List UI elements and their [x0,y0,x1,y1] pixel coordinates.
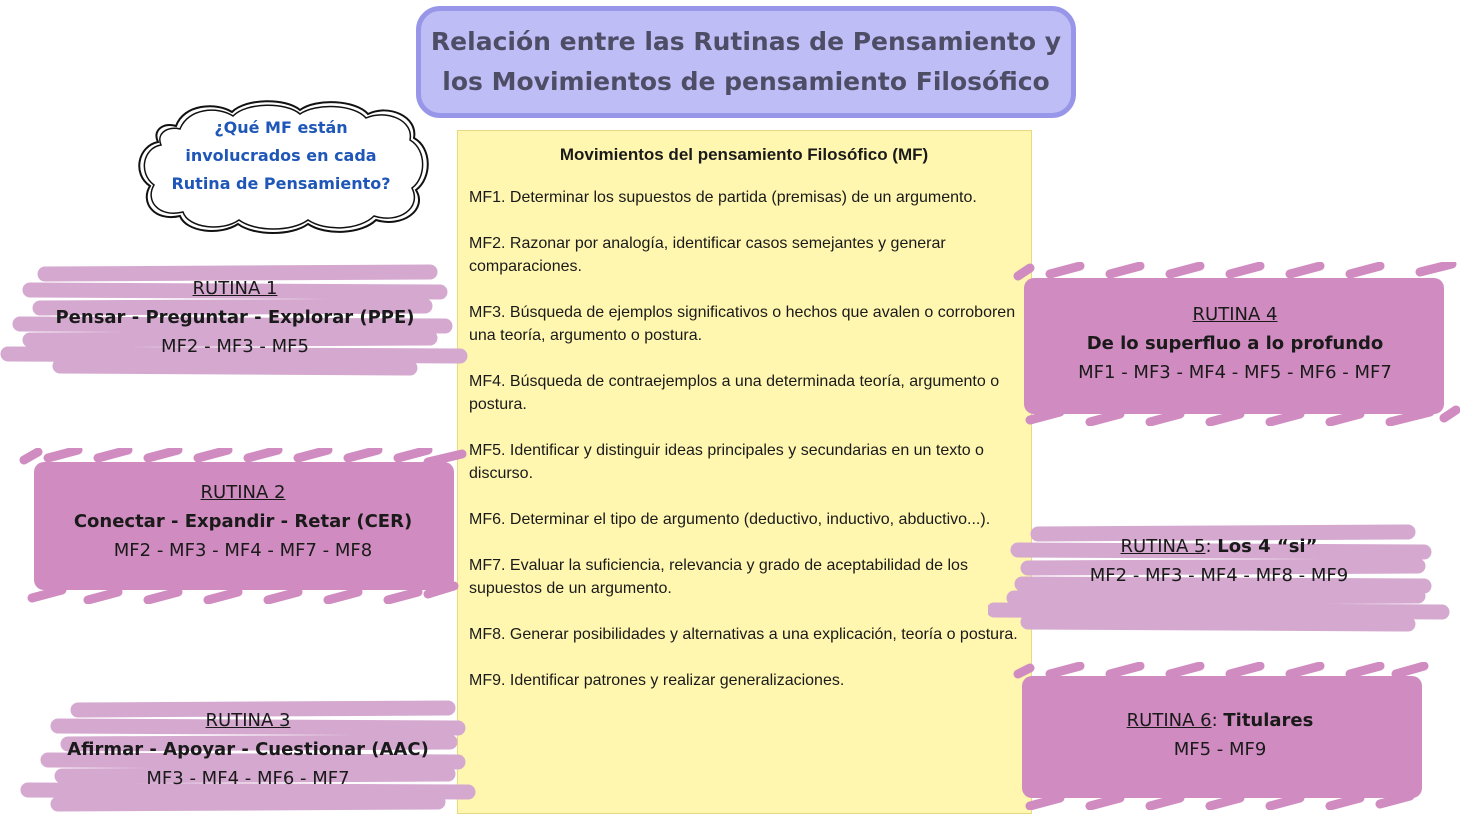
mf-item: MF8. Generar posibilidades y alternativas a una explicación, teoría o postura. [469,626,1018,643]
routine-card-4 [1010,262,1460,426]
mf-item: MF7. Evaluar la suficiencia, relevancia y grado de aceptabilidad de los supuestos de un argumento. [469,557,968,597]
question-line-1: ¿Qué MF están [214,118,348,137]
mf-panel-title: Movimientos del pensamiento Filosófico (MF) [559,145,929,164]
routine-card-5 [988,522,1450,632]
question-text [146,114,416,198]
routine-mfs: MF2 - MF3 - MF4 - MF8 - MF9 [1089,565,1349,586]
question-line-3: Rutina de Pensamiento? [171,174,391,193]
mf-item: MF6. Determinar el tipo de argumento (deductivo, inductivo, abductivo...). [469,511,991,528]
routine-mfs: MF5 - MF9 [1173,739,1267,760]
routine-label: RUTINA 6 [1126,710,1212,731]
mf-item: MF9. Identificar patrones y realizar generalizaciones. [469,672,845,689]
routine-label: RUTINA 2 [200,482,286,503]
routine-heading [988,532,1450,561]
routine-card-2 [18,448,468,604]
routine-name: Afirmar - Apoyar - Cuestionar (AAC) [67,739,429,760]
routine-card-3 [18,698,478,816]
routine-text [1010,706,1430,764]
title-line-1: Relación entre las Rutinas de Pensamiento y [430,27,1062,56]
routine-text [18,478,468,565]
routine-name: De lo superfluo a lo profundo [1086,333,1384,354]
routine-label: RUTINA 5 [1120,536,1206,557]
routine-label: RUTINA 1 [192,278,278,299]
routine-text [1010,300,1460,387]
routine-card-6 [1010,662,1430,810]
routine-separator: : [1205,536,1218,557]
routine-text [988,532,1450,590]
title-banner [416,6,1076,118]
routine-mfs: MF1 - MF3 - MF4 - MF5 - MF6 - MF7 [1078,362,1392,383]
routine-card-1 [0,262,470,378]
routine-separator: : [1211,710,1224,731]
routine-name: Conectar - Expandir - Retar (CER) [73,511,413,532]
routine-name: Los 4 “si” [1217,536,1318,557]
routine-mfs: MF2 - MF3 - MF5 [161,336,309,357]
mf-item: MF1. Determinar los supuestos de partida (premisas) de un argumento. [469,189,977,206]
question-cloud [136,98,436,236]
routine-mfs: MF3 - MF4 - MF6 - MF7 [146,768,350,789]
mf-item: MF2. Razonar por analogía, identificar casos semejantes y generar comparaciones. [469,235,946,275]
routine-mfs: MF2 - MF3 - MF4 - MF7 - MF8 [113,540,373,561]
mf-item: MF3. Búsqueda de ejemplos significativos o hechos que avalen o corroboren una teoría, argumento o postura. [469,304,1016,344]
routine-name: Titulares [1223,710,1314,731]
mf-item: MF4. Búsqueda de contraejemplos a una determinada teoría, argumento o postura. [469,373,1000,413]
routine-heading [1010,706,1430,735]
routine-label: RUTINA 3 [205,710,291,731]
question-line-2: involucrados en cada [185,146,377,165]
mf-definitions-panel [457,130,1032,814]
title-line-2: los Movimientos de pensamiento Filosófico [442,67,1050,96]
routine-label: RUTINA 4 [1192,304,1278,325]
routine-text [0,274,470,361]
mf-item: MF5. Identificar y distinguir ideas principales y secundarias en un texto o discurso. [469,442,984,482]
routine-text [18,706,478,793]
routine-name: Pensar - Preguntar - Explorar (PPE) [55,307,415,328]
